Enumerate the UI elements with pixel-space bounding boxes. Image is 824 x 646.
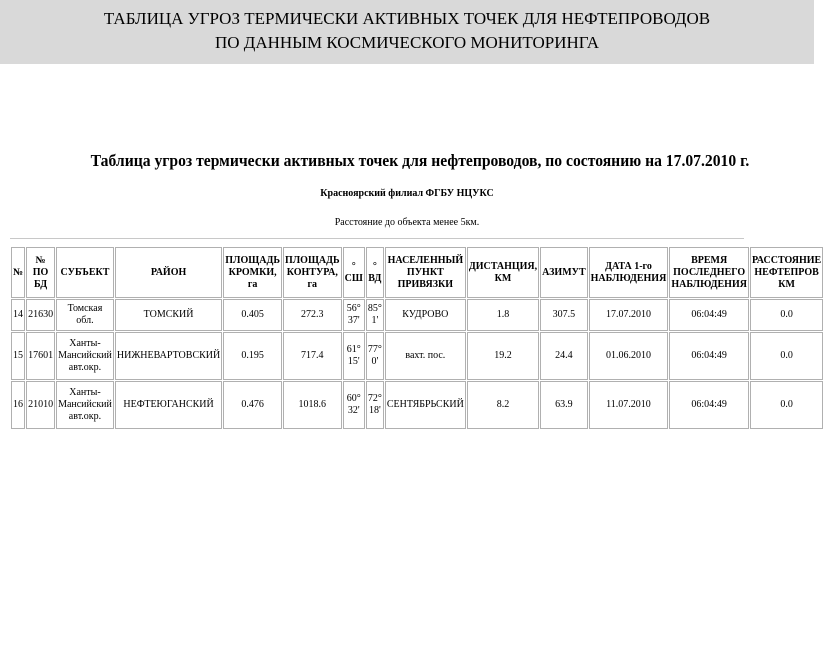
cell-distance-to-pipeline: 0.0 bbox=[750, 332, 823, 380]
cell-first-observation: 11.07.2010 bbox=[589, 381, 669, 429]
header-distance bbox=[467, 247, 539, 298]
table-header-row bbox=[11, 247, 823, 298]
cell-num: 15 bbox=[11, 332, 25, 380]
header-line: ° bbox=[372, 260, 377, 272]
coord-line: 85° bbox=[367, 303, 382, 314]
header-subject: СУБЪЕКТ bbox=[56, 247, 114, 298]
cell-last-observation: 06:04:49 bbox=[669, 332, 749, 380]
header-line: ПРИВЯЗКИ bbox=[397, 278, 454, 290]
table-row bbox=[11, 381, 823, 429]
cell-latitude bbox=[343, 332, 365, 380]
header-line: КОНТУРА, bbox=[286, 266, 338, 278]
cell-distance-to-pipeline: 0.0 bbox=[750, 299, 823, 331]
header-line: КМ bbox=[494, 272, 512, 284]
divider bbox=[10, 238, 744, 239]
header-bd-line: ПО bbox=[32, 266, 49, 278]
cell-bd: 17601 bbox=[26, 332, 55, 380]
subject-line: Ханты- bbox=[69, 338, 101, 349]
distance-note: Расстояние до объекта менее 5км. bbox=[334, 217, 480, 228]
cell-longitude bbox=[366, 381, 384, 429]
banner-title-line-2: ПО ДАННЫМ КОСМИЧЕСКОГО МОНИТОРИНГА bbox=[214, 33, 600, 52]
cell-settlement: КУДРОВО bbox=[385, 299, 466, 331]
cell-last-observation: 06:04:49 bbox=[669, 299, 749, 331]
coord-line: 18' bbox=[368, 405, 381, 416]
header-settlement bbox=[385, 247, 466, 298]
header-line: СШ bbox=[344, 272, 363, 284]
subject-line: авт.окр. bbox=[68, 411, 102, 422]
subject-line: авт.окр. bbox=[68, 362, 102, 373]
header-distance-to-pipeline bbox=[750, 247, 823, 298]
cell-district: НЕФТЕЮГАНСКИЙ bbox=[115, 381, 222, 429]
table-row bbox=[11, 299, 823, 331]
cell-latitude bbox=[343, 299, 365, 331]
cell-settlement: вахт. пос. bbox=[385, 332, 466, 380]
table-row bbox=[11, 332, 823, 380]
header-bd-line: БД bbox=[34, 278, 48, 290]
cell-azimuth: 24.4 bbox=[540, 332, 587, 380]
cell-distance: 8.2 bbox=[467, 381, 539, 429]
header-line: ВРЕМЯ bbox=[691, 254, 728, 266]
header-line: га bbox=[307, 278, 318, 290]
subject-line: Ханты- bbox=[69, 387, 101, 398]
threat-table bbox=[10, 246, 824, 430]
header-last-observation bbox=[669, 247, 749, 298]
header-line: ПЛОЩАДЬ bbox=[284, 254, 340, 266]
cell-edge-area: 0.476 bbox=[223, 381, 282, 429]
cell-bd: 21010 bbox=[26, 381, 55, 429]
cell-subject bbox=[56, 299, 114, 331]
header-line: НАБЛЮДЕНИЯ bbox=[671, 278, 747, 290]
cell-longitude bbox=[366, 332, 384, 380]
header-line: ДИСТАНЦИЯ, bbox=[468, 260, 538, 272]
cell-azimuth: 307.5 bbox=[540, 299, 587, 331]
header-line: га bbox=[247, 278, 258, 290]
cell-bd: 21630 bbox=[26, 299, 55, 331]
cell-distance: 1.8 bbox=[467, 299, 539, 331]
cell-edge-area: 0.195 bbox=[223, 332, 282, 380]
header-line: КРОМКИ, bbox=[228, 266, 277, 278]
header-first-observation bbox=[589, 247, 669, 298]
cell-first-observation: 01.06.2010 bbox=[589, 332, 669, 380]
subject-line: Томская обл. bbox=[67, 303, 103, 326]
header-line: НЕФТЕПРОВ bbox=[754, 266, 819, 278]
header-edge-area bbox=[223, 247, 282, 298]
header-district: РАЙОН bbox=[115, 247, 222, 298]
cell-contour-area: 1018.6 bbox=[283, 381, 342, 429]
cell-subject bbox=[56, 381, 114, 429]
header-line: ПЛОЩАДЬ bbox=[225, 254, 280, 266]
coord-line: 60° bbox=[346, 393, 361, 404]
cell-contour-area: 717.4 bbox=[283, 332, 342, 380]
cell-num: 14 bbox=[11, 299, 25, 331]
coord-line: 56° bbox=[346, 303, 361, 314]
header-latitude bbox=[343, 247, 365, 298]
header-line: ДАТА 1-го bbox=[605, 260, 652, 272]
header-num: № bbox=[11, 247, 25, 298]
cell-distance-to-pipeline: 0.0 bbox=[750, 381, 823, 429]
cell-latitude bbox=[343, 381, 365, 429]
cell-first-observation: 17.07.2010 bbox=[589, 299, 669, 331]
coord-line: 37' bbox=[347, 315, 360, 326]
coord-line: 72° bbox=[367, 393, 382, 404]
cell-district: НИЖНЕВАРТОВСКИЙ bbox=[115, 332, 222, 380]
banner-title-line-1: ТАБЛИЦА УГРОЗ ТЕРМИЧЕСКИ АКТИВНЫХ ТОЧЕК ДЛЯ НЕФТЕПРОВОДОВ bbox=[103, 9, 711, 28]
cell-district: ТОМСКИЙ bbox=[115, 299, 222, 331]
document-subtitle: Красноярский филиал ФГБУ НЦУКС bbox=[320, 188, 494, 199]
coord-line: 32' bbox=[347, 405, 360, 416]
document-title: Таблица угроз термически активных точек для нефтепроводов, по состоянию на 17.07.2010 г. bbox=[90, 151, 750, 170]
coord-line: 77° bbox=[367, 344, 382, 355]
coord-line: 15' bbox=[347, 356, 360, 367]
header-line: НАБЛЮДЕНИЯ bbox=[590, 272, 667, 284]
cell-azimuth: 63.9 bbox=[540, 381, 587, 429]
slide-banner bbox=[0, 0, 814, 64]
header-line: РАССТОЯНИЕ bbox=[751, 254, 822, 266]
header-line: ВД bbox=[368, 272, 382, 284]
cell-last-observation: 06:04:49 bbox=[669, 381, 749, 429]
header-line: НАСЕЛЕННЫЙ bbox=[387, 254, 464, 266]
header-line: КМ bbox=[778, 278, 795, 290]
cell-subject bbox=[56, 332, 114, 380]
cell-contour-area: 272.3 bbox=[283, 299, 342, 331]
header-bd bbox=[26, 247, 55, 298]
header-bd-line: № bbox=[35, 254, 46, 266]
header-line: ° bbox=[351, 260, 356, 272]
header-azimuth: АЗИМУТ bbox=[540, 247, 587, 298]
cell-distance: 19.2 bbox=[467, 332, 539, 380]
header-line: ПУНКТ bbox=[406, 266, 444, 278]
cell-longitude bbox=[366, 299, 384, 331]
coord-line: 0' bbox=[371, 356, 379, 367]
header-longitude bbox=[366, 247, 384, 298]
header-contour-area bbox=[283, 247, 342, 298]
header-line: ПОСЛЕДНЕГО bbox=[673, 266, 746, 278]
subject-line: Мансийский bbox=[58, 399, 112, 410]
cell-settlement: СЕНТЯБРЬСКИЙ bbox=[385, 381, 466, 429]
coord-line: 61° bbox=[346, 344, 361, 355]
subject-line: Мансийский bbox=[58, 350, 112, 361]
cell-num: 16 bbox=[11, 381, 25, 429]
cell-edge-area: 0.405 bbox=[223, 299, 282, 331]
coord-line: 1' bbox=[371, 315, 379, 326]
